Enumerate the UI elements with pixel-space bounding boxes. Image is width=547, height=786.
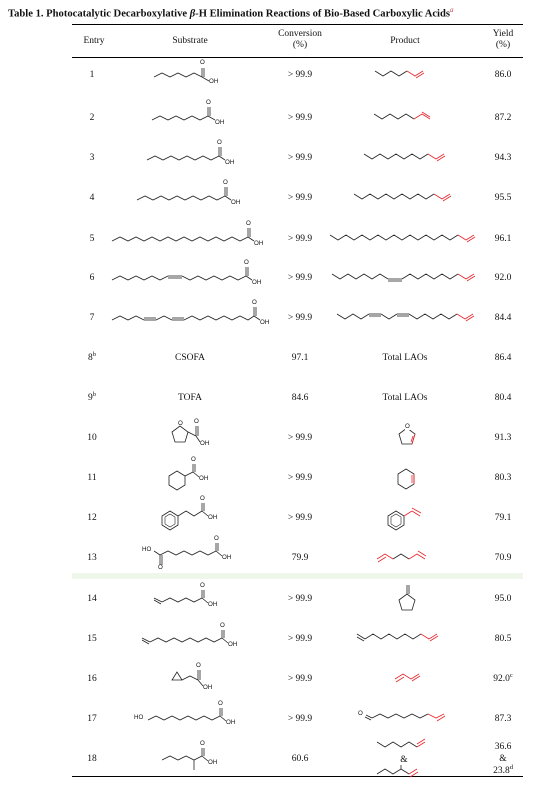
entry-cell xyxy=(74,673,110,685)
heptenoic-acid-icon xyxy=(152,588,232,614)
substrate-name: TOFA xyxy=(178,393,202,403)
entry-cell xyxy=(74,713,110,725)
oh-label: OH xyxy=(252,279,262,286)
caption-footnote-mark: a xyxy=(450,6,454,14)
yield-cell xyxy=(478,152,528,164)
product-structure xyxy=(392,462,422,496)
oh-label: OH xyxy=(228,641,238,648)
substrate-structure xyxy=(140,622,250,654)
conversion-cell: > 99.9 xyxy=(287,513,313,523)
product-structure xyxy=(393,424,423,450)
entry-cell xyxy=(74,633,110,645)
conversion-cell: > 99.9 xyxy=(287,313,313,323)
yield-cell xyxy=(478,233,528,245)
product-structure xyxy=(328,231,478,247)
yield-value: 92.0 xyxy=(494,273,512,283)
o-label: O xyxy=(405,423,410,430)
yield-value: 87.2 xyxy=(494,113,512,123)
heptadecatriene-icon xyxy=(335,310,480,326)
product-structure xyxy=(358,708,468,726)
yield-value: 84.4 xyxy=(494,313,512,323)
oh-label: OH xyxy=(203,684,213,691)
entry-cell xyxy=(74,152,110,164)
yield-cell xyxy=(478,312,528,324)
entry-cell xyxy=(74,593,110,605)
entry-cell xyxy=(74,552,110,564)
substrate-structure xyxy=(150,99,230,132)
entry-cell xyxy=(74,112,110,124)
yield-value: 80.4 xyxy=(494,393,512,403)
yield-cell xyxy=(478,392,528,404)
butadiene-icon xyxy=(393,669,433,685)
o-label: O xyxy=(223,179,228,186)
heptene-icon xyxy=(372,110,442,126)
o-label: O xyxy=(200,740,205,747)
yield-cell xyxy=(478,192,528,204)
entry-cell xyxy=(74,753,110,765)
substrate-structure xyxy=(160,740,230,776)
substrate-structure xyxy=(152,582,232,614)
heptadiene-icon xyxy=(375,549,435,565)
yield-value: 80.3 xyxy=(494,473,512,483)
entry-number: 4 xyxy=(89,193,95,203)
conversion-cell: 97.1 xyxy=(291,353,309,363)
yield-footnote: c xyxy=(509,671,513,679)
decanoic-acid-icon xyxy=(145,146,235,172)
o-label: O xyxy=(246,220,251,227)
yield-value: 86.4 xyxy=(494,353,512,363)
oh-label: OH xyxy=(260,319,270,326)
yield-value: 23.8 xyxy=(493,766,510,776)
substrate-structure xyxy=(110,220,270,253)
table-caption xyxy=(8,6,543,20)
entry-number: 16 xyxy=(87,674,97,684)
o-label: O xyxy=(217,139,222,146)
product-structure xyxy=(335,310,480,326)
product-structure xyxy=(375,738,445,754)
conversion-cell: > 99.9 xyxy=(287,594,313,604)
caption-beta: β xyxy=(189,8,196,20)
yield-value: 95.5 xyxy=(494,193,512,203)
entry-cell xyxy=(74,512,110,524)
product-structure xyxy=(355,630,465,648)
entry-cell xyxy=(74,192,110,204)
header-yield xyxy=(478,29,528,51)
conversion-cell: > 99.9 xyxy=(287,714,313,724)
o-label: O xyxy=(200,495,205,502)
entry-cell xyxy=(74,312,110,324)
entry-number: 14 xyxy=(87,594,97,604)
entry-cell xyxy=(74,272,110,284)
o-label: O xyxy=(252,299,257,306)
oh-label: OH xyxy=(208,514,218,521)
yield-value: 36.6 xyxy=(494,742,512,752)
yield-cell xyxy=(478,352,528,364)
entry-cell xyxy=(74,352,110,364)
yield-value: 95.0 xyxy=(494,594,512,604)
yield-value: 96.1 xyxy=(494,234,512,244)
stearic-acid-icon xyxy=(110,227,270,253)
header-conversion xyxy=(265,29,335,51)
entry-number: 11 xyxy=(87,473,97,483)
conversion-cell: 60.6 xyxy=(291,754,309,764)
yield-value: 86.0 xyxy=(494,70,512,80)
yield-cell xyxy=(478,472,528,484)
yield-cell xyxy=(478,512,528,524)
entry-number: 7 xyxy=(89,313,95,323)
conversion-cell: > 99.9 xyxy=(287,674,313,684)
oh-label: OH xyxy=(200,440,210,447)
cyclohexanecarboxylic-acid-icon xyxy=(163,462,218,496)
conversion-cell: > 99.9 xyxy=(287,273,313,283)
substrate-structure xyxy=(163,456,218,496)
yield-ampersand: & xyxy=(499,754,507,764)
entry-number: 18 xyxy=(87,754,97,764)
yield-cell xyxy=(478,432,528,444)
caption-suffix: -H Elimination Reactions of Bio-Based Carboxylic Acids xyxy=(195,8,451,20)
conversion-cell: > 99.9 xyxy=(287,473,313,483)
oh-label: OH xyxy=(208,601,218,608)
header-product: Product xyxy=(390,36,420,46)
yield-cell xyxy=(478,272,528,284)
o-label: O xyxy=(196,662,201,669)
o-label: O xyxy=(244,259,249,266)
product-structure xyxy=(393,669,433,685)
product-structure xyxy=(375,549,435,565)
heptadecene-icon xyxy=(328,231,478,247)
o-label: O xyxy=(200,582,205,589)
conversion-cell: > 99.9 xyxy=(287,634,313,644)
o-label: O xyxy=(191,456,196,463)
conversion-cell: > 99.9 xyxy=(287,234,313,244)
table-header-rule xyxy=(72,57,523,58)
entry-number: 3 xyxy=(89,153,95,163)
entry-number: 13 xyxy=(87,553,97,563)
yield-cell xyxy=(478,741,528,777)
entry-number: 10 xyxy=(87,433,97,443)
o-label: O xyxy=(220,622,225,629)
table-top-rule xyxy=(72,24,523,25)
yield-footnote: d xyxy=(509,763,513,771)
yield-value: 70.9 xyxy=(494,553,512,563)
yield-value: 92.0 xyxy=(493,674,510,684)
heptanoic-acid-icon xyxy=(152,63,232,89)
entry-number: 8 xyxy=(88,353,93,363)
o-label: O xyxy=(218,700,223,707)
yield-cell xyxy=(478,713,528,725)
entry-cell xyxy=(74,233,110,245)
substrate-structure xyxy=(145,139,235,172)
decadiene-icon xyxy=(355,630,465,648)
entry-cell xyxy=(74,69,110,81)
substrate-structure xyxy=(132,700,252,734)
oh-label: OH xyxy=(199,475,209,482)
header-conversion-label: Conversion xyxy=(278,29,322,39)
styrene-icon xyxy=(384,501,434,535)
hexene-icon xyxy=(373,67,433,83)
substrate-structure xyxy=(110,259,270,292)
substrate-structure xyxy=(152,59,232,89)
product-structure xyxy=(384,501,434,535)
substrate-structure xyxy=(168,662,218,696)
entry-number: 9 xyxy=(88,393,93,403)
octene-icon xyxy=(375,738,445,754)
yield-value: 79.1 xyxy=(494,513,512,523)
heptadecadiene-icon xyxy=(330,270,480,286)
yield-cell xyxy=(478,552,528,564)
o-label: O xyxy=(158,564,163,571)
entry-number: 15 xyxy=(87,634,97,644)
product-structure xyxy=(352,190,462,206)
header-conversion-unit: (%) xyxy=(292,40,308,50)
product-structure xyxy=(373,67,433,83)
o-label: O xyxy=(358,710,363,717)
o-label: O xyxy=(206,99,211,106)
ethylhexanoic-acid-icon xyxy=(160,746,230,776)
yield-value: 87.3 xyxy=(494,714,512,724)
substrate-structure xyxy=(166,420,216,450)
substrate-structure xyxy=(158,495,228,535)
entry-number: 12 xyxy=(87,513,97,523)
yield-value: 94.3 xyxy=(494,153,512,163)
substrate-structure xyxy=(140,535,240,571)
product-structure xyxy=(375,764,445,780)
oh-label: OH xyxy=(231,199,241,206)
hydrocinnamic-acid-icon xyxy=(158,501,228,535)
oh-label: OH xyxy=(209,78,219,85)
header-yield-label: Yield xyxy=(492,29,514,39)
ho-label: HO xyxy=(134,714,144,721)
entry-number: 6 xyxy=(89,273,95,283)
yield-cell xyxy=(478,69,528,81)
dodecanoic-acid-icon xyxy=(135,186,245,212)
product-name: Total LAOs xyxy=(382,393,428,403)
conversion-cell: > 99.9 xyxy=(287,70,313,80)
yield-cell xyxy=(478,593,528,605)
entry-cell xyxy=(74,432,110,444)
nonene-icon xyxy=(362,150,452,166)
oh-label: OH xyxy=(225,159,235,166)
o-label: O xyxy=(194,418,199,425)
product-structure xyxy=(362,150,452,166)
substrate-structure xyxy=(135,179,245,212)
header-substrate: Substrate xyxy=(172,36,208,46)
conversion-cell: > 99.9 xyxy=(287,433,313,443)
substrate-name: CSOFA xyxy=(175,353,205,363)
product-name: Total LAOs xyxy=(382,353,428,363)
entry-number: 5 xyxy=(89,234,95,244)
entry-footnote: b xyxy=(92,390,96,398)
header-yield-unit: (%) xyxy=(495,40,511,50)
oleic-acid-icon xyxy=(110,266,270,292)
nonenal-icon xyxy=(358,708,468,726)
undecene-icon xyxy=(352,190,462,206)
cyclohexene-icon xyxy=(392,462,422,496)
yield-cell xyxy=(478,633,528,645)
conversion-cell: > 99.9 xyxy=(287,193,313,203)
cyclopropylacetic-acid-icon xyxy=(168,666,218,696)
conversion-cell: > 99.9 xyxy=(287,153,313,163)
table-bottom-rule xyxy=(72,776,523,777)
header-entry: Entry xyxy=(83,36,105,46)
yield-value: 80.5 xyxy=(494,634,512,644)
yield-value: 91.3 xyxy=(494,433,512,443)
row-separator-shade xyxy=(72,573,523,579)
entry-number: 17 xyxy=(87,714,97,724)
product-ampersand: & xyxy=(400,755,408,765)
methylheptene-icon xyxy=(375,764,445,780)
substrate-structure xyxy=(110,299,270,332)
entry-cell xyxy=(74,472,110,484)
entry-number: 1 xyxy=(89,70,95,80)
oh-label: OH xyxy=(254,240,264,247)
yield-cell xyxy=(478,673,528,685)
ho-label: HO xyxy=(142,546,152,553)
oh-label: OH xyxy=(208,759,218,766)
o-label: O xyxy=(200,59,205,66)
oh-label: OH xyxy=(215,119,225,126)
product-structure xyxy=(393,582,423,618)
conversion-cell: > 99.9 xyxy=(287,113,313,123)
o-label: O xyxy=(214,535,219,542)
entry-number: 2 xyxy=(89,113,95,123)
oh-label: OH xyxy=(226,719,236,726)
oh-label: OH xyxy=(222,554,232,561)
entry-cell xyxy=(74,392,110,404)
linoleic-acid-icon xyxy=(110,306,270,332)
o-label: O xyxy=(178,420,183,427)
methylenecyclopentane-icon xyxy=(393,582,423,618)
caption-prefix: Table 1. Photocatalytic Decarboxylative xyxy=(8,8,190,20)
entry-footnote: b xyxy=(92,350,96,358)
product-structure xyxy=(330,270,480,286)
product-structure xyxy=(372,110,442,126)
conversion-cell: 84.6 xyxy=(291,393,309,403)
yield-cell xyxy=(478,112,528,124)
conversion-cell: 79.9 xyxy=(291,553,309,563)
